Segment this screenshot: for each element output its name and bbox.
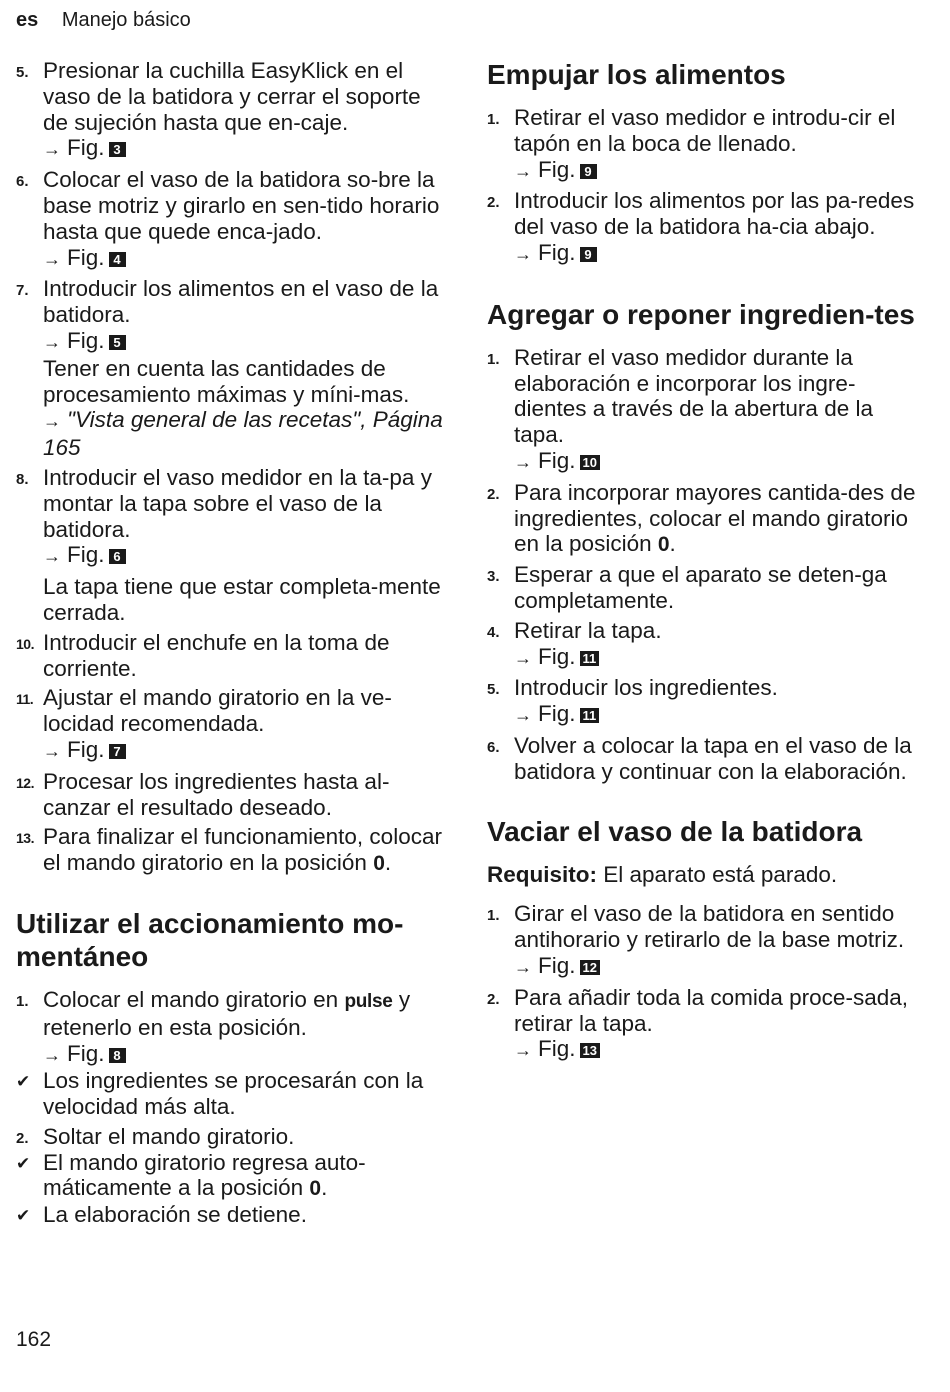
step-text: Introducir el vaso medidor en la ta-pa y montar la tapa sobre el vaso de la batidora. — [43, 464, 432, 542]
figure-reference: → Fig. 11 — [514, 701, 927, 729]
arrow-right-icon: → — [43, 248, 61, 269]
step-number: 6. — [487, 738, 500, 756]
step-number: 1. — [487, 907, 500, 925]
arrow-right-icon: → — [514, 647, 532, 668]
step-8 — [16, 465, 444, 626]
position-zero: 0 — [309, 1177, 322, 1201]
figure-reference: → Fig. 8 — [43, 1041, 444, 1069]
push-step-2 — [487, 188, 927, 267]
page-header — [16, 9, 191, 32]
pulse-step-2 — [16, 1124, 444, 1150]
arrow-right-icon: → — [514, 956, 532, 977]
figure-reference: → Fig. 9 — [514, 240, 927, 268]
figure-number-badge: 12 — [580, 960, 600, 975]
arrow-right-icon: → — [514, 451, 532, 472]
add-step-3 — [487, 562, 927, 614]
figure-reference: → Fig. 13 — [514, 1036, 927, 1064]
step-text: Girar el vaso de la batidora en sentido antihorario y retirarlo de la base motriz. — [514, 901, 905, 953]
figure-number-badge: 9 — [580, 247, 597, 262]
position-zero: 0 — [657, 533, 670, 557]
step-text: Para añadir toda la comida proce-sada, retirar la tapa. — [514, 984, 908, 1036]
result-text: La elaboración se detiene. — [43, 1202, 307, 1228]
result-3 — [16, 1202, 444, 1228]
step-13: 13. Para finalizar el funcionamiento, colocar el mando giratorio en la posición 0. — [16, 824, 442, 876]
arrow-right-icon: → — [43, 1044, 61, 1065]
step-number: 7. — [16, 282, 29, 300]
arrow-right-icon: → — [514, 160, 532, 181]
section-heading-push: Empujar los alimentos — [487, 59, 786, 90]
result-1 — [16, 1068, 444, 1120]
step-text: Para finalizar el funcionamiento, colocar el mando giratorio en la posición — [43, 824, 442, 876]
add-step-1 — [487, 345, 927, 476]
figure-reference: → Fig. 9 — [514, 157, 927, 185]
step-10 — [16, 630, 444, 682]
push-step-1 — [487, 105, 927, 184]
step-text: Retirar el vaso medidor durante la elaboración e incorporar los ingre-dientes a través de la abertura de la tapa. — [514, 344, 873, 448]
figure-reference: → Fig. 11 — [514, 644, 927, 672]
result-2: ✔ El mando giratorio regresa auto-máticamente a la posición 0. — [16, 1149, 366, 1201]
step-number: 2. — [487, 194, 500, 212]
pulse-setting: pulse — [344, 990, 393, 1012]
step-number: 2. — [16, 1129, 29, 1147]
step-12 — [16, 769, 444, 821]
step-text: Esperar a que el aparato se deten-ga completamente. — [514, 562, 887, 613]
figure-number-badge: 11 — [580, 651, 600, 666]
section-heading-add: Agregar o reponer ingredien-tes — [487, 298, 915, 330]
figure-reference: → Fig. 4 — [43, 245, 444, 273]
step-number: 11. — [16, 691, 34, 708]
step-text: Soltar el mando giratorio. — [43, 1123, 295, 1149]
step-text: Introducir los alimentos en el vaso de la batidora. — [43, 276, 439, 328]
figure-number-badge: 13 — [580, 1043, 600, 1058]
empty-step-2 — [487, 985, 927, 1064]
figure-reference: → Fig. 12 — [514, 953, 927, 981]
step-text: Volver a colocar la tapa en el vaso de la batidora y continuar con la elaboración. — [514, 732, 912, 784]
section-heading-pulse: Utilizar el accionamiento mo-mentáneo — [16, 907, 404, 972]
step-number: 4. — [487, 623, 500, 641]
step-text: Introducir los ingredientes. — [514, 675, 778, 701]
left-column — [16, 58, 444, 1228]
requirement — [487, 862, 927, 888]
arrow-right-icon: → — [514, 1040, 532, 1061]
arrow-right-icon: → — [43, 546, 61, 567]
figure-number-badge: 6 — [109, 549, 126, 564]
figure-number-badge: 7 — [109, 744, 126, 759]
section-heading-empty: Vaciar el vaso de la batidora — [487, 815, 863, 847]
figure-number-badge: 5 — [109, 335, 126, 350]
step-number: 12. — [16, 774, 34, 791]
section-title: Manejo básico — [61, 9, 191, 31]
step-number: 1. — [487, 111, 500, 128]
step-number: 1. — [16, 992, 29, 1010]
language-code: es — [16, 9, 39, 31]
figure-reference: → Fig. 5 — [43, 328, 444, 356]
figure-number-badge: 9 — [580, 164, 597, 179]
figure-number-badge: 3 — [109, 142, 126, 157]
requirement-label: Requisito: — [487, 861, 597, 887]
arrow-right-icon: → — [43, 139, 61, 160]
step-text: Colocar el mando giratorio en — [43, 986, 339, 1012]
checkmark-icon: ✔ — [16, 1072, 31, 1092]
checkmark-icon: ✔ — [16, 1206, 31, 1226]
step-number: 1. — [487, 350, 500, 368]
step-text: Presionar la cuchilla EasyKlick en el vaso de la batidora y cerrar el soporte de sujeción hasta que en-caje. — [43, 58, 421, 135]
step-text: Procesar los ingredientes hasta al-canzar el resultado deseado. — [43, 768, 390, 820]
step-number: 6. — [16, 173, 29, 191]
step-number: 3. — [487, 568, 500, 586]
figure-reference: → Fig. 10 — [514, 448, 927, 476]
result-text: Los ingredientes se procesarán con la velocidad más alta. — [43, 1068, 424, 1120]
step-number: 5. — [487, 681, 500, 699]
step-text: Introducir los alimentos por las pa-redes del vaso de la batidora ha-cia abajo. — [514, 188, 915, 240]
cross-reference: → "Vista general de las recetas", Página 165 — [43, 407, 443, 461]
add-step-6 — [487, 733, 927, 785]
add-step-2: 2. Para incorporar mayores cantida-des de ingredientes, colocar el mando giratorio en la posición 0. — [487, 479, 916, 557]
arrow-right-icon: → — [43, 331, 61, 352]
page-number: 162 — [16, 1328, 52, 1351]
requirement-text: El aparato está parado. — [603, 861, 838, 887]
figure-reference: → Fig. 6 — [43, 542, 444, 570]
step-6 — [16, 167, 444, 272]
step-note: La tapa tiene que estar completa-mente cerrada. — [43, 574, 441, 625]
step-note: Tener en cuenta las cantidades de procesamiento máximas y míni-mas. — [43, 355, 410, 407]
step-text: Colocar el vaso de la batidora so-bre la base motriz y girarlo en sen-tido horario hasta que quede enca-jado. — [43, 167, 440, 244]
step-5 — [16, 58, 444, 163]
step-11 — [16, 685, 444, 764]
figure-reference: → Fig. 3 — [43, 135, 444, 163]
arrow-right-icon: → — [43, 740, 61, 761]
checkmark-icon: ✔ — [16, 1153, 31, 1173]
step-text: Retirar el vaso medidor e introdu-cir el tapón en la boca de llenado. — [514, 105, 896, 156]
step-number: 8. — [16, 470, 29, 488]
figure-number-badge: 10 — [580, 455, 600, 470]
step-text: Ajustar el mando giratorio en la ve-locidad recomendada. — [43, 685, 392, 737]
arrow-right-icon: → — [514, 243, 532, 264]
step-7 — [16, 276, 444, 461]
arrow-right-icon: → — [43, 411, 61, 432]
result-text: El mando giratorio regresa auto-máticamente a la posición — [43, 1149, 366, 1201]
pulse-step-1: 1. Colocar el mando giratorio en pulse y retenerlo en esta posición. → Fig. 8 — [16, 987, 444, 1068]
figure-number-badge: 4 — [109, 252, 126, 267]
step-number: 10. — [16, 635, 34, 652]
step-text: Retirar la tapa. — [514, 617, 662, 643]
step-number: 2. — [487, 990, 500, 1008]
figure-reference: → Fig. 7 — [43, 737, 444, 765]
figure-number-badge: 8 — [109, 1048, 126, 1063]
step-number: 2. — [487, 485, 500, 503]
step-text: Introducir el enchufe en la toma de corriente. — [43, 629, 390, 681]
right-column — [487, 58, 927, 1064]
step-text: Para incorporar mayores cantida-des de ingredientes, colocar el mando giratorio en la posición — [514, 479, 916, 557]
arrow-right-icon: → — [514, 705, 532, 726]
add-step-4 — [487, 618, 927, 672]
step-number: 5. — [16, 64, 29, 81]
position-zero: 0 — [373, 852, 385, 876]
step-number: 13. — [16, 830, 34, 847]
empty-step-1 — [487, 901, 927, 980]
add-step-5 — [487, 675, 927, 729]
figure-number-badge: 11 — [580, 708, 600, 723]
